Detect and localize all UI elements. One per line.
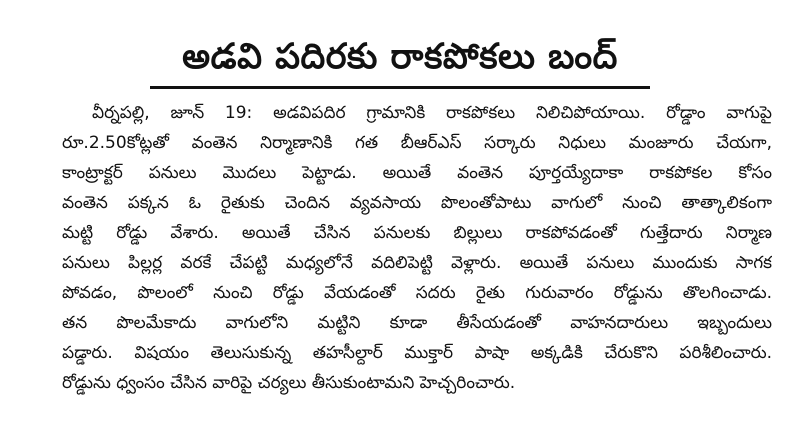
body-line: రోడ్డును ధ్వంసం చేసిన వారిపై చర్యలు తీసుకుంటామని హెచ్చరించారు.	[62, 373, 516, 393]
headline: అడవి పదిరకు రాకపోకలు బంద్	[182, 36, 618, 77]
body-line: పనులు పిల్లర్ల వరకే చేపట్టి మధ్యలోనే వదిలిపెట్టి వెళ్లారు. అయితే పనులు ముందుకు సాగక	[62, 253, 772, 273]
body-line: మట్టి రోడ్డు వేశారు. అయితే చేసిన పనులకు బిల్లులు రాకపోవడంతో గుత్తేదారు నిర్మాణ	[62, 223, 772, 243]
body-line: వంతెన పక్కన ఓ రైతుకు చెందిన వ్యవసాయ పొలంతోపాటు వాగులో నుంచి తాత్కాలికంగా	[62, 193, 772, 213]
body-line: కాంట్రాక్టర్ పనులు మొదలు పెట్టాడు. అయితే వంతెన పూర్తయ్యేదాకా రాకపోకల కోసం	[62, 163, 772, 183]
body-line: తన పొలమేకాదు వాగులోని మట్టిని కూడా తీసేయడంతో వాహనదారులు ఇబ్బందులు	[62, 313, 772, 333]
body-line: రూ.2.50కోట్లతో వంతెన నిర్మాణానికి గత బీఆర్ఎస్ సర్కారు నిధులు మంజూరు చేయగా,	[62, 133, 772, 153]
body-line: పోవడం, పొలంలో నుంచి రోడ్డు వేయడంతో సదరు రైతు గురువారం రోడ్డును తొలగించాడు.	[62, 283, 772, 303]
body-line: వీర్నపల్లి, జూన్ 19: అడవిపదిర గ్రామానికి రాకపోకలు నిలిచిపోయాయి. రోడ్డాం వాగుపై	[92, 103, 772, 123]
body-line: పడ్డారు. విషయం తెలుసుకున్న తహసీల్దార్ ముక్తార్ పాషా అక్కడికి చేరుకొని పరిశీలించారు.	[62, 343, 772, 363]
headline-block	[150, 28, 650, 89]
article-body	[62, 98, 772, 398]
